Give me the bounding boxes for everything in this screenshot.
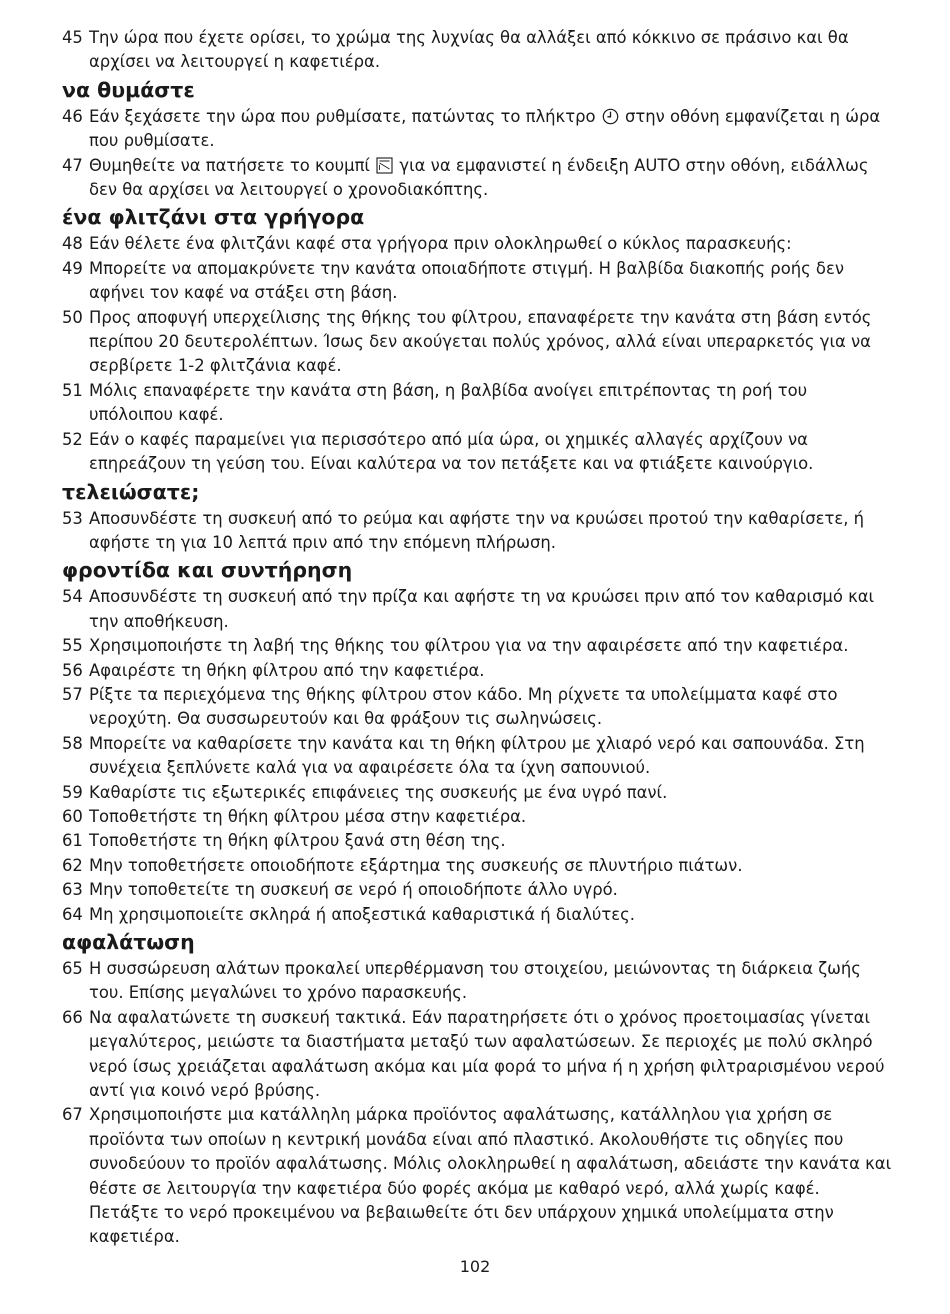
- item-text-part: Αποσυνδέστε τη συσκευή από το ρεύμα και αφήστε την να κρυώσει προτού την καθαρίσετε, ή αφήστε τη για 10 λεπτά πριν από την επόμενη πλήρωση.: [89, 508, 865, 552]
- item-text-part: Μπορείτε να απομακρύνετε την κανάτα οποιαδήποτε στιγμή. Η βαλβίδα διακοπής ροής δεν αφήνει τον καφέ να στάξει στη βάση.: [89, 258, 844, 303]
- item-number: 48: [62, 234, 83, 254]
- item-text-part: Εάν ο καφές παραμείνει για περισσότερο από μία ώρα, οι χημικές αλλαγές αρχίζουν να επηρεάζουν τη γεύση του. Είναι καλύτερα να τον πετάξετε και να φτιάξετε καινούργιο.: [89, 429, 814, 474]
- numbered-item: [62, 854, 892, 878]
- numbered-item: [62, 507, 892, 556]
- item-text: [89, 634, 892, 658]
- section-heading: φροντίδα και συντήρηση: [62, 558, 353, 583]
- item-number: 53: [62, 508, 83, 528]
- item-text-part: Να αφαλατώνετε τη συσκευή τακτικά. Εάν παρατηρήσετε ότι ο χρόνος προετοιμασίας γίνεται μεγαλύτερος, μειώστε τα διαστήματα μεταξύ των αφαλατώσεων. Σε περιοχές με πολύ σκληρό νερό ίσως χρειάζεται αφαλάτωση ακόμα και μία φορά το μήνα ή η χρήση φιλτραρισμένου νερού αντί για κοινό νερό βρύσης.: [89, 1007, 885, 1101]
- section-heading: αφαλάτωση: [62, 930, 195, 954]
- numbered-item: [62, 957, 892, 1006]
- item-number: 61: [62, 831, 83, 851]
- numbered-item: [62, 105, 892, 154]
- item-text: [89, 829, 892, 853]
- page-number: 102: [459, 1257, 491, 1276]
- item-number: 51: [62, 380, 83, 400]
- item-text-part: Καθαρίστε τις εξωτερικές επιφάνειες της συσκευής με ένα υγρό πανί.: [89, 782, 668, 802]
- item-text-part: Μη χρησιμοποιείτε σκληρά ή αποξεστικά καθαριστικά ή διαλύτες.: [89, 904, 635, 924]
- item-number: 60: [62, 806, 83, 826]
- item-number: 50: [62, 307, 83, 327]
- numbered-item: [62, 732, 892, 781]
- manual-page: [62, 26, 892, 1250]
- item-number: 52: [62, 429, 83, 449]
- item-number: 45: [62, 28, 83, 47]
- item-text: [89, 781, 892, 805]
- item-text: [89, 683, 892, 732]
- item-text-part: Τοποθετήστε τη θήκη φίλτρου μέσα στην καφετιέρα.: [89, 806, 527, 826]
- item-text: [89, 257, 892, 306]
- item-text: [89, 306, 892, 379]
- item-text: [89, 878, 892, 902]
- item-text: [89, 1006, 892, 1104]
- numbered-item: [62, 1006, 892, 1104]
- item-text-part: στην οθόνη εμφανίζεται η ώρα που ρυθμίσατε.: [89, 106, 881, 151]
- numbered-item: [62, 829, 892, 853]
- item-text-part: Προς αποφυγή υπερχείλισης της θήκης του φίλτρου, επαναφέρετε την κανάτα στη βάση εντός περίπου 20 δευτερολέπτων. Ίσως δεν ακούγεται πολύς χρόνος, αλλά είναι υπεραρκετός για να σερβίρετε 1-2 φλιτζάνια καφέ.: [89, 307, 872, 376]
- item-text-part: Εάν θέλετε ένα φλιτζάνι καφέ στα γρήγορα πριν ολοκληρωθεί ο κύκλος παρασκευής:: [89, 234, 792, 254]
- numbered-item: [62, 154, 892, 203]
- item-text: [89, 805, 892, 829]
- item-number: 63: [62, 880, 83, 900]
- item-text: [89, 507, 892, 556]
- item-text-part: Η συσσώρευση αλάτων προκαλεί υπερθέρμανση του στοιχείου, μειώνοντας τη διάρκεια ζωής του. Επίσης μεγαλώνει το χρόνο παρασκευής.: [89, 959, 861, 1003]
- item-text: [89, 232, 892, 256]
- item-text-part: Μπορείτε να καθαρίσετε την κανάτα και τη θήκη φίλτρου με χλιαρό νερό και σαπουνάδα. Στη συνέχεια ξεπλύνετε καλά για να αφαιρέσετε όλα τα ίχνη σαπουνιού.: [89, 733, 865, 778]
- item-text-part: Εάν ξεχάσετε την ώρα που ρυθμίσατε, πατώντας το πλήκτρο: [89, 106, 596, 126]
- item-text: [89, 379, 892, 428]
- item-text: [89, 732, 892, 781]
- numbered-item: [62, 257, 892, 306]
- item-text-part: Τοποθετήστε τη θήκη φίλτρου ξανά στη θέση της.: [89, 831, 506, 851]
- item-number: 67: [62, 1105, 83, 1125]
- item-text: [89, 1103, 892, 1249]
- numbered-item: [62, 428, 892, 477]
- item-text: [89, 154, 892, 203]
- item-text-part: για να εμφανιστεί η ένδειξη AUTO στην οθόνη, ειδάλλως δεν θα αρχίσει να λειτουργεί ο χρονοδιακόπτης.: [89, 155, 869, 200]
- item-text-part: Αφαιρέστε τη θήκη φίλτρου από την καφετιέρα.: [89, 660, 485, 680]
- item-number: 58: [62, 733, 83, 753]
- item-number: 46: [62, 106, 83, 126]
- numbered-item: [62, 26, 892, 75]
- item-text: [89, 854, 892, 878]
- numbered-item: [62, 634, 892, 658]
- item-text-part: Την ώρα που έχετε ορίσει, το χρώμα της λυχνίας θα αλλάξει από κόκκινο σε πράσινο και θα αρχίσει να λειτουργεί η καφετιέρα.: [89, 28, 849, 72]
- numbered-item: [62, 683, 892, 732]
- section-heading: να θυμάστε: [62, 77, 195, 102]
- item-text: [89, 903, 892, 927]
- numbered-item: [62, 878, 892, 902]
- item-number: 66: [62, 1007, 83, 1027]
- numbered-item: [62, 903, 892, 927]
- item-text: [89, 428, 892, 477]
- item-number: 47: [62, 155, 83, 175]
- item-number: 62: [62, 855, 83, 875]
- item-text-part: Μην τοποθετήσετε οποιοδήποτε εξάρτημα της συσκευής σε πλυντήριο πιάτων.: [89, 855, 743, 875]
- item-text-part: Θυμηθείτε να πατήσετε το κουμπί: [89, 155, 370, 175]
- item-text: [89, 105, 892, 154]
- numbered-item: [62, 306, 892, 379]
- item-text-part: Μην τοποθετείτε τη συσκευή σε νερό ή οποιοδήποτε άλλο υγρό.: [89, 880, 618, 900]
- item-text: [89, 26, 892, 75]
- item-text-part: Αποσυνδέστε τη συσκευή από την πρίζα και αφήστε τη να κρυώσει πριν από τον καθαρισμό και την αποθήκευση.: [89, 587, 875, 631]
- section-heading: ένα φλιτζάνι στα γρήγορα: [62, 205, 365, 230]
- item-text-part: Χρησιμοποιήστε μια κατάλληλη μάρκα προϊόντος αφαλάτωσης, κατάλληλου για χρήση σε προϊόντα των οποίων η κεντρική μονάδα είναι από πλαστικό. Ακολουθήστε τις οδηγίες που συνοδεύουν το προϊόν αφαλάτωσης. Μόλις ολοκληρωθεί η αφαλάτωση, αδειάστε την κανάτα και θέστε σε λειτουργία την καφετιέρα δύο φορές ακόμα με καθαρό νερό, αλλά χωρίς καφέ. Πετάξτε το νερό προκειμένου να βεβαιωθείτε ότι δεν υπάρχουν χημικά υπολείμματα στην καφετιέρα.: [89, 1105, 892, 1247]
- item-number: 55: [62, 636, 83, 656]
- item-number: 57: [62, 684, 83, 704]
- item-text-part: Ρίξτε τα περιεχόμενα της θήκης φίλτρου στον κάδο. Μη ρίχνετε τα υπολείμματα καφέ στο νεροχύτη. Θα συσσωρευτούν και θα φράξουν τις σωληνώσεις.: [89, 684, 838, 729]
- numbered-item: [62, 781, 892, 805]
- numbered-item: [62, 232, 892, 256]
- numbered-item: [62, 379, 892, 428]
- item-text-part: Χρησιμοποιήστε τη λαβή της θήκης του φίλτρου για να την αφαιρέσετε από την καφετιέρα.: [89, 636, 849, 656]
- numbered-item: [62, 585, 892, 634]
- numbered-item: [62, 1103, 892, 1249]
- item-number: 54: [62, 587, 83, 607]
- item-text: [89, 585, 892, 634]
- item-text: [89, 957, 892, 1006]
- item-text-part: Μόλις επαναφέρετε την κανάτα στη βάση, η βαλβίδα ανοίγει επιτρέποντας τη ροή του υπόλοιπου καφέ.: [89, 380, 808, 425]
- item-text: [89, 659, 892, 683]
- item-number: 64: [62, 904, 83, 924]
- item-number: 56: [62, 660, 83, 680]
- auto-timer-icon: [375, 156, 394, 175]
- item-number: 65: [62, 959, 83, 978]
- item-number: 49: [62, 258, 83, 278]
- item-number: 59: [62, 782, 83, 802]
- numbered-item: [62, 805, 892, 829]
- section-heading: τελειώσατε;: [62, 479, 200, 504]
- clock-icon: [601, 107, 620, 126]
- numbered-item: [62, 659, 892, 683]
